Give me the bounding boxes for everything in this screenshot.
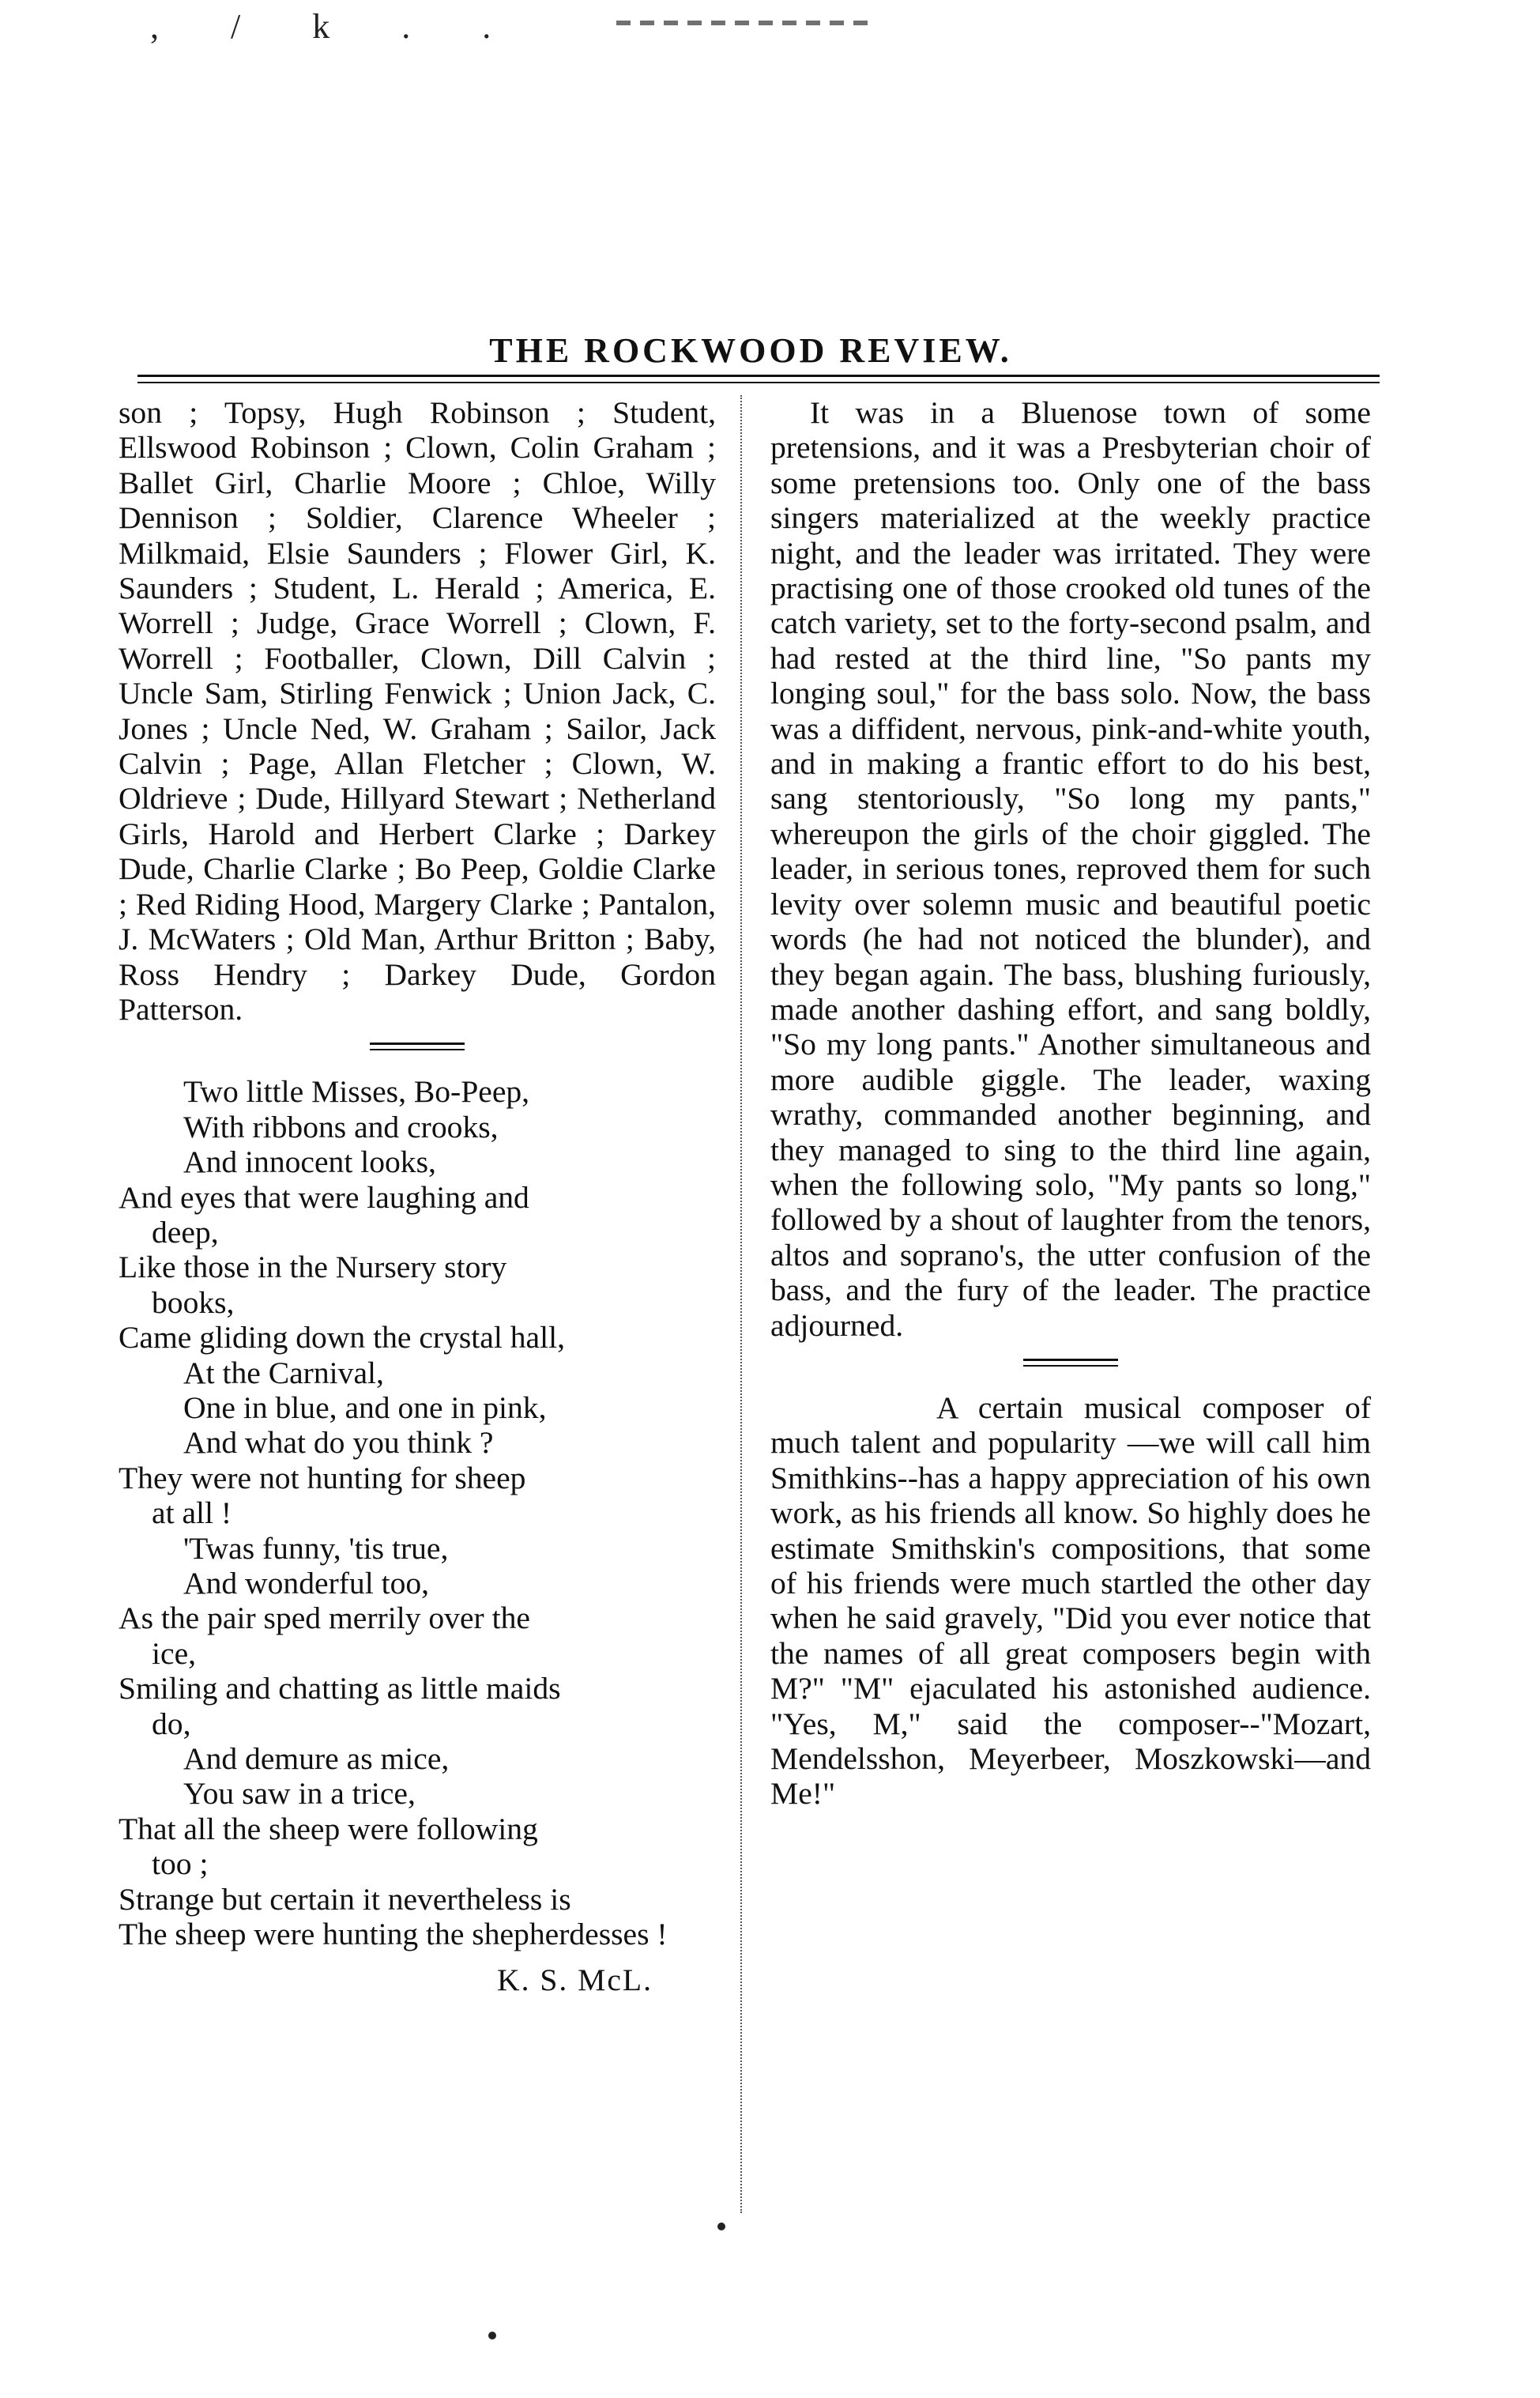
- composer-story-paragraph: A certain musical composer of much talent and popularity —we will call him Smithkins--has a happy appreciation of his own work, as his friends all know. So highly does he estimate Smithskin's compositions, that some of his friends were much startled the other day when he said gravely, "Did you ever notice that the names of all great composers begin with M?" "M" ejaculated his astonished audience. "Yes, M," said the composer--"Mozart, Mendelsshon, Meyerbeer, Moszkowski—and Me!": [770, 1389, 1371, 1812]
- poem-line: They were not hunting for sheep: [119, 1460, 526, 1495]
- poem-line: Like those in the Nursery story: [119, 1250, 507, 1285]
- ink-dot: [717, 2223, 725, 2230]
- poem-line: at all !: [152, 1495, 232, 1531]
- poem-line: And eyes that were laughing and: [119, 1179, 529, 1215]
- section-divider: [1023, 1359, 1118, 1367]
- top-smudge: [616, 21, 877, 25]
- poem-line: With ribbons and crooks,: [183, 1109, 499, 1144]
- right-column: [770, 395, 1371, 1812]
- poem-line: 'Twas funny, 'tis true,: [183, 1530, 449, 1566]
- cast-list-paragraph: son ; Topsy, Hugh Robinson ; Student, Ellswood Robinson ; Clown, Colin Graham ; Ballet Girl, Charlie Moore ; Chloe, Willy Dennison ; Soldier, Clarence Wheeler ; Milkmaid, Elsie Saunders ; Flower Girl, K. Saunders ; Student, L. Herald ; America, E. Worrell ; Judge, Grace Worrell ; Clown, F. Worrell ; Footballer, Clown, Dill Calvin ; Uncle Sam, Stirling Fenwick ; Union Jack, C. Jones ; Uncle Ned, W. Graham ; Sailor, Jack Calvin ; Page, Allan Fletcher ; Clown, W. Oldrieve ; Dude, Hillyard Stewart ; Netherland Girls, Harold and Herbert Clarke ; Darkey Dude, Charlie Clarke ; Bo Peep, Goldie Clarke ; Red Riding Hood, Margery Clarke ; Pantalon, J. McWaters ; Old Man, Arthur Britton ; Baby, Ross Hendry ; Darkey Dude, Gordon Patterson.: [119, 395, 716, 1027]
- top-marks: , / k . .: [150, 7, 523, 46]
- poem-line: ice,: [152, 1635, 197, 1671]
- page-title: THE ROCKWOOD REVIEW.: [489, 331, 1012, 370]
- poem-line: One in blue, and one in pink,: [183, 1389, 547, 1425]
- poem-line: deep,: [152, 1214, 219, 1250]
- left-column: [119, 395, 716, 1998]
- poem-line: The sheep were hunting the shepherdesses !: [119, 1917, 668, 1952]
- section-divider: [370, 1043, 465, 1050]
- poem: [119, 1074, 716, 1951]
- header-double-rule: [137, 375, 1380, 383]
- poem-line: And wonderful too,: [183, 1566, 430, 1601]
- poem-line: And innocent looks,: [183, 1144, 436, 1180]
- poem-line: Came gliding down the crystal hall,: [119, 1320, 565, 1355]
- poem-line: Smiling and chatting as little maids: [119, 1671, 561, 1706]
- poem-line: And demure as mice,: [183, 1741, 450, 1777]
- poem-line: You saw in a trice,: [183, 1776, 416, 1812]
- poem-line: Strange but certain it nevertheless is: [119, 1881, 571, 1917]
- ink-dot: [488, 2332, 496, 2340]
- poem-line: books,: [152, 1284, 235, 1320]
- poem-line: too ;: [152, 1846, 209, 1882]
- column-divider: [740, 395, 742, 2213]
- poem-signature: K. S. McL.: [496, 1963, 653, 1998]
- poem-line: do,: [152, 1706, 191, 1741]
- choir-story-paragraph: It was in a Bluenose town of some pretensions, and it was a Presbyterian choir of some pretensions too. Only one of the bass singers materialized at the weekly practice night, and the leader was irritated. They were practising one of those crooked old tunes of the catch variety, set to the forty-second psalm, and had rested at the third line, "So pants my longing soul," for the bass solo. Now, the bass was a diffident, nervous, pink-and-white youth, and in making a frantic effort to do his best, sang stentoriously, "So long my pants," whereupon the girls of the choir giggled. The leader, in serious tones, reproved them for such levity over solemn music and beautiful poetic words (he had not noticed the blunder), and they began again. The bass, blushing furiously, made another dashing effort, and sang boldly, "So my long pants." Another simultaneous and more audible giggle. The leader, waxing wrathy, commanded another beginning, and they managed to sing to the third line again, when the following solo, "My pants so long," followed by a shout of laughter from the tenors, altos and soprano's, the utter confusion of the bass, and the fury of the leader. The practice adjourned.: [770, 395, 1371, 1343]
- poem-line: That all the sheep were following: [119, 1811, 538, 1846]
- poem-line: Two little Misses, Bo-Peep,: [183, 1074, 530, 1110]
- poem-line: At the Carnival,: [183, 1355, 384, 1390]
- poem-line: As the pair sped merrily over the: [119, 1601, 530, 1636]
- poem-line: And what do you think ?: [183, 1425, 494, 1461]
